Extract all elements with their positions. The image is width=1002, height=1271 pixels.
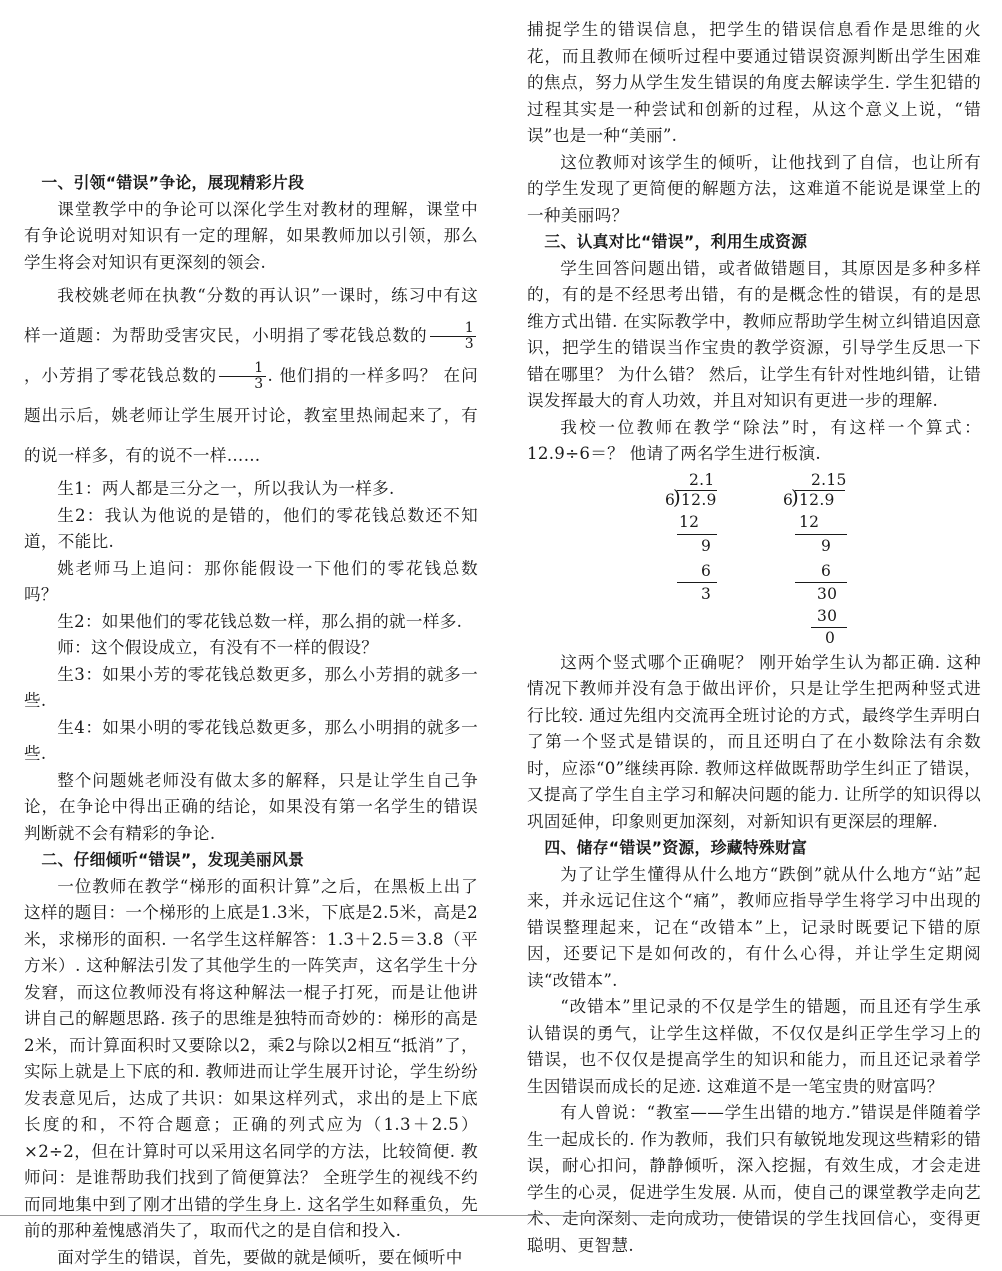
paragraph: 这两个竖式哪个正确呢？ 刚开始学生认为都正确. 这种情况下教师并没有急于做出评价，只是让学生把两种竖式进行比较. 通过先组内交流再全班讨论的方式，最终学生弄明白了第一个竖式是错误的，而且还明白了在小数除法有余数时，应添“0”继续再除. 教师这样做既帮助学生纠正了错误，又提高了学生自主学习和解决问题的能力. 让所学的知识得以巩固延伸，印象则更加深刻，对新知识有更深层的理解. <box>527 650 981 836</box>
subtraction-line <box>677 534 717 535</box>
text: . 他们捐的一样多吗？ 在问题出示后，姚老师让学生展开讨论，教室里热闹起来了，有的说一样多，有的说不一样…… <box>24 366 478 465</box>
paragraph: 为了让学生懂得从什么地方“跌倒”就从什么地方“站”起来，并永远记住这个“痛”，教师应指导学生将学习中出现的错误整理起来，记在“改错本”上，记录时既要记下错的原因，还要记下是如何改的，有什么心得，并让学生定期阅读“改错本”. <box>527 862 981 995</box>
subtraction-line <box>795 582 847 583</box>
text: 我校姚老师在执教“分数的再认识”一课时，练习中有这样一道题：为帮助受害灾民，小明捐了零花钱总数的 <box>24 286 478 345</box>
partial-product: 12 <box>679 512 699 532</box>
partial-product: 6 <box>821 561 831 581</box>
paragraph: 捕捉学生的错误信息，把学生的错误信息看作是思维的火花，而且教师在倾听过程中要通过错误资源判断出学生困难的焦点，努力从学生发生错误的角度去解读学生. 学生犯错的过程其实是一种尝试和创新的过程，从这个意义上说，“错误”也是一种“美丽”. <box>527 17 981 150</box>
paragraph-fraction-problem <box>24 276 478 476</box>
remainder: 9 <box>701 536 711 556</box>
paragraph: 我校一位教师在教学“除法”时，有这样一个算式：12.9÷6＝？ 他请了两名学生进行板演. <box>527 415 981 468</box>
divisor: 6 <box>665 490 675 510</box>
remainder: 9 <box>821 536 831 556</box>
quotient: 2.15 <box>811 470 847 490</box>
fraction <box>219 361 265 392</box>
dialogue-line: 生4：如果小明的零花钱总数更多，那么小明捐的就多一些. <box>24 715 478 768</box>
text: ，小芳捐了零花钱总数的 <box>24 366 217 385</box>
dividend: 12.9 <box>681 490 717 510</box>
long-division-figures <box>527 470 981 640</box>
dialogue-line: 姚老师马上追问：那你能假设一下他们的零花钱总数吗？ <box>24 556 478 609</box>
paragraph: 课堂教学中的争论可以深化学生对教材的理解，课堂中有争论说明对知识有一定的理解，如果教师加以引领，那么学生将会对知识有更深刻的领会. <box>24 197 478 277</box>
division-bracket: ) <box>791 487 799 507</box>
section-heading-4: 四、储存“错误”资源，珍藏特殊财富 <box>527 835 981 862</box>
section-heading-1: 一、引领“错误”争论，展现精彩片段 <box>24 170 478 197</box>
paragraph: “改错本”里记录的不仅是学生的错题，而且还有学生承认错误的勇气，让学生这样做，不仅仅是纠正学生学习上的错误，也不仅仅是提高学生的知识和能力，而且还记录着学生因错误而成长的足迹. 这难道不是一笔宝贵的财富吗？ <box>527 994 981 1100</box>
page-bottom-rule <box>0 1215 775 1216</box>
remainder: 3 <box>701 584 711 604</box>
paragraph: 一位教师在教学“梯形的面积计算”之后，在黑板上出了这样的题目：一个梯形的上底是1.3米，下底是2.5米，高是2米，求梯形的面积. 一名学生这样解答：1.3＋2.5＝3.8（平方米）. 这种解法引发了其他学生的一阵笑声，这名学生十分发窘，而这位教师没有将这种解法一棍子打死，而是让他讲讲自己的解题思路. 孩子的思维是独特而奇妙的：梯形的高是2米，而计算面积时又要除以2，乘2与除以2相互“抵消”了，实际上就是上下底的和. 教师进而让学生展开讨论，学生纷纷发表意见后，达成了共识：如果这样列式，求出的是上下底长度的和，不符合题意；正确的列式应为（1.3＋2.5）×2÷2，但在计算时可以采用这名同学的方法，比较简便. 教师问：是谁帮助我们找到了简便算法？ 全班学生的视线不约而同地集中到了刚才出错的学生身上. 这名学生如释重负，先前的那种羞愧感消失了，取而代之的是自信和投入. <box>24 874 478 1245</box>
right-column <box>527 17 981 1259</box>
quotient: 2.1 <box>689 470 715 490</box>
subtraction-line <box>677 582 717 583</box>
remainder: 30 <box>817 584 837 604</box>
fraction-numerator: 1 <box>219 361 265 377</box>
partial-product: 6 <box>701 561 711 581</box>
remainder: 0 <box>825 628 835 648</box>
fraction <box>430 321 476 352</box>
paragraph: 学生回答问题出错，或者做错题目，其原因是多种多样的，有的是不经思考出错，有的是概念性的错误，有的是思维方式出错. 在实际教学中，教师应帮助学生树立纠错追因意识，把学生的错误当作宝贵的教学资源，引导学生反思一下错在哪里？ 为什么错？ 然后，让学生有针对性地纠错，让错误发挥最大的育人功效，并且对知识有更进一步的理解. <box>527 256 981 415</box>
left-column <box>24 170 478 1271</box>
paragraph: 整个问题姚老师没有做太多的解释，只是让学生自己争论，在争论中得出正确的结论，如果没有第一名学生的错误判断就不会有精彩的争论. <box>24 768 478 848</box>
dialogue-line: 师：这个假设成立，有没有不一样的假设？ <box>24 635 478 662</box>
dividend: 12.9 <box>799 490 835 510</box>
division-bracket: ) <box>673 487 681 507</box>
dialogue-line: 生2：如果他们的零花钱总数一样，那么捐的就一样多. <box>24 609 478 636</box>
divisor: 6 <box>783 490 793 510</box>
subtraction-line <box>795 534 847 535</box>
dialogue-line: 生2：我认为他说的是错的，他们的零花钱总数还不知道，不能比. <box>24 503 478 556</box>
fraction-denominator: 3 <box>219 377 265 392</box>
section-heading-3: 三、认真对比“错误”，利用生成资源 <box>527 229 981 256</box>
fraction-denominator: 3 <box>430 337 476 352</box>
paragraph: 这位教师对该学生的倾听，让他找到了自信，也让所有的学生发现了更简便的解题方法，这难道不能说是课堂上的一种美丽吗？ <box>527 150 981 230</box>
partial-product: 30 <box>817 606 837 626</box>
partial-product: 12 <box>799 512 819 532</box>
fraction-numerator: 1 <box>430 321 476 337</box>
section-heading-2: 二、仔细倾听“错误”，发现美丽风景 <box>24 847 478 874</box>
paragraph: 面对学生的错误，首先，要做的就是倾听，要在倾听中 <box>24 1245 478 1271</box>
dialogue-line: 生3：如果小芳的零花钱总数更多，那么小芳捐的就多一些. <box>24 662 478 715</box>
dialogue-line: 生1：两人都是三分之一，所以我认为一样多. <box>24 476 478 503</box>
paragraph: 有人曾说：“教室——学生出错的地方.”错误是伴随着学生一起成长的. 作为教师，我们只有敏锐地发现这些精彩的错误，耐心扣问，静静倾听，深入挖掘，有效生成，才会走进学生的心灵，促进学生发展. 从而，使自己的课堂教学走向艺术、走向深刻、走向成功，使错误的学生找回信心，变得更聪明、更智慧. <box>527 1100 981 1259</box>
